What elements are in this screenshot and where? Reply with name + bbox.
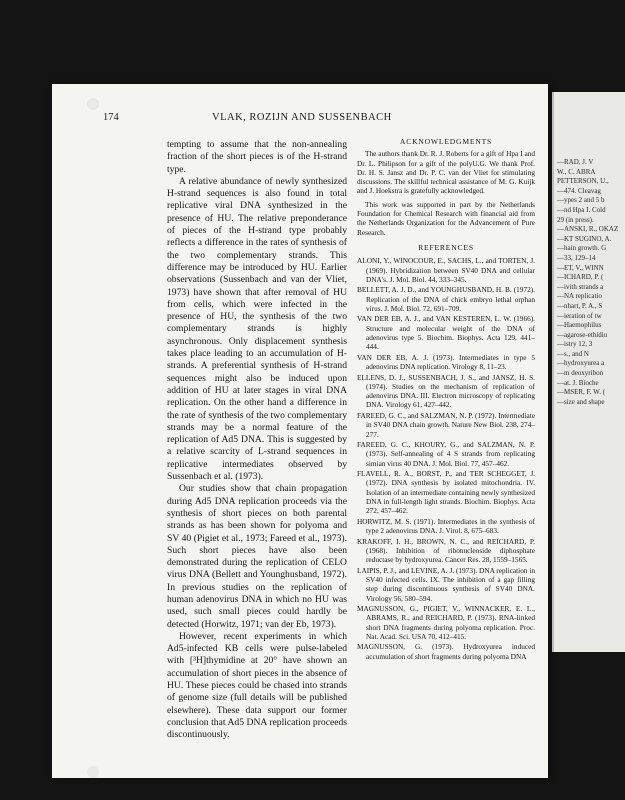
facing-page-line: 29 (in press). [557,215,594,224]
facing-page-line: —hain growth. G [557,244,607,253]
page-number: 174 [103,112,119,123]
facing-page-line: —ICHARD, P. ( [557,273,604,282]
reference-entry: BELLETT, A. J. D., and YOUNGHUSBAND, H. B. (1972). Replication of the DNA of chick embryo lethal orphan virus. J. Mol. Biol. 72, 691–709. [357,285,535,313]
facing-page-line: —istry 12, 3 [557,340,593,349]
reference-entry: ALONI, Y., WINOCOUR, E., SACHS, L., and TORTEN, J. (1969). Hybridization between SV40 DNA and cellular DNA's. J. Mol. Biol. 44, 333–345. [357,256,535,284]
reference-entry: VAN DER EB, A. J., and VAN KESTEREN, L. W. (1966). Structure and molecular weight of the DNA of adenovirus type 5. Biochim. Biophys. Acta 129, 441–444. [357,314,535,352]
facing-page-line: —agarose-ethidiu [557,330,608,339]
facing-page-line: —nd Hpa I. Cold [557,205,606,214]
reference-entry: ELLENS, D. J., SUSSENBACH, J. S., and JANSZ, H. S. (1974). Studies on the mechanism of replication of adenovirus DNA. III. Electron microscopy of replicating DNA. Virology 61, 427–442. [357,372,535,410]
reference-list [357,256,535,661]
body-paragraph: A relative abundance of newly synthesized H-strand sequences is also found in total replicative viral DNA synthesized in the presence of HU. The relative preponderance of pieces of the H-strand type probably reflects a difference in the rates of synthesis of the two complementary strands. This difference may be introduced by HU. Earlier observations (Sussenbach and van der Vliet, 1973) have shown that after removal of HU from cells, which were infected in the presence of HU, the synthesis of the two complementary strands is highly asynchronous. Only displacement synthesis takes place leading to an accumulation of H-strands. A preferential synthesis of H-strand sequences might also be induced upon addition of HU at later stages in viral DNA replication. On the other hand a difference in the rate of synthesis of the two complementary strands may be a normal feature of the replication of Ad5 DNA. This is suggested by a relative scarcity of L-strand sequences in replicative intermediates observed by Sussenbach et al. (1973). [167,175,347,483]
reference-entry: MAGNUSSON, G., PIGIET, V., WINNACKER, E. L., ABRAMS, R., and REICHARD, P. (1973). RNA-linked short DNA fragments during polyoma replication. Proc. Nat. Acad. Sci. USA 70, 412–415. [357,604,535,641]
reference-entry: FAREED, G. C., and SALZMAN, N. P. (1972). Intermediate in SV40 DNA chain growth. Nature New Biol. 238, 274–277. [357,410,535,439]
facing-page-line: W., C. ABRA [557,167,596,176]
facing-page-line: —NA replicatio [557,292,602,301]
reference-entry: HORWITZ, M. S. (1971). Intermediates in the synthesis of type 2 adenovirus DNA. J. Virol. 8, 675–683. [357,516,535,536]
facing-page-line: PETTERSON, U., [557,177,609,186]
binder-hole [87,98,99,110]
facing-page-line: —RAD, J. V [557,158,594,166]
facing-page-line: —Haemophilus [557,321,602,330]
acknowledgments-heading: ACKNOWLEDGMENTS [399,137,493,146]
facing-page-line: —MSER, F. W. ( [557,388,606,397]
reference-entry: VAN DER EB, A. J. (1973). Intermediates in type 5 adenovirus DNA replication. Virology 8, 11–23. [357,352,535,372]
reference-entry: KRAKOFF, I. H., BROWN, N. C., and REICHARD, P. (1968). Inhibition of ribonucleoside diphosphate reductase by hydroxyurea. Cancer Res. 28, 1559–1565. [357,536,535,565]
facing-page-line: —hydroxyurea a [557,359,605,368]
facing-page-line: —ET, V., WINN [557,263,604,272]
reference-entry: FLAVELL, R. A., BORST, P., and TER SCHEGGET, J. (1972). DNA synthesis by isolated mitochondria. IV. Isolation of an intermediate containing newly synthesized DNA in full-length light strands. Biochim. Biophys. Acta 272, 457–462. [357,469,535,516]
facing-page-line: —size and shape [557,397,605,406]
running-title: VLAK, ROZIJN AND SUSSENBACH [212,112,392,123]
facing-page-line: —s., and N [557,349,589,358]
facing-page-line: —ieration of tw [557,311,602,320]
reference-entry: MAGNUSSON, G. (1973). Hydroxyurea induced accumulation of short fragments during polyoma DNA [357,642,535,661]
body-paragraph: However, recent experiments in which Ad5-infected KB cells were pulse-labeled with [³H]thymidine at 20° have shown an accumulation of short pieces in the absence of HU. These pieces could be chased into strands of genome size (full details will be published elsewhere). These data support our former conclusion that Ad5 DNA replication proceeds discontinuously. [167,630,347,741]
facing-page-line: —m deoxyribon [557,369,604,378]
references-heading: REFERENCES [418,242,474,252]
body-paragraph: Our studies show that chain propagation during Ad5 DNA replication proceeds via the synthesis of short pieces on both parental strands as has been shown for polyoma and SV 40 (Pigiet et al., 1973; Fareed et al., 1973). Such short pieces have also been demonstrated during the replication of CELO virus DNA (Bellett and Younghusband, 1972). In previous studies on the replication of human adenovirus DNA in which no HU was used, such small pieces could hardly be detected (Horwitz, 1971; van der Eb, 1973). [167,483,347,630]
acknowledgment-paragraph: This work was supported in part by the Netherlands Foundation for Chemical Research with financial aid from the Netherlands Organization for the Advancement of Pure Research. [357,199,535,237]
facing-page-line: —ANSKI, R., OKAZ [557,225,619,234]
acknowledgment-paragraph: The authors thank Dr. R. J. Roberts for a gift of Hpa I and Dr. L. Philipson for a gift of the polyU.G. We thank Prof. Dr. H. S. Jansz and Dr. P. C. van der Vliet for stimulating discussions. The skillful technical assistance of M. G. Kuijk and J. Hoekstra is gratefully acknowledged. [357,149,535,196]
facing-page-line: —474. Cleavag [557,186,601,195]
body-text-column [167,139,347,742]
body-paragraph: tempting to assume that the non-annealing fraction of the short pieces is of the H-strand type. [167,139,347,175]
facing-page-line: —KT SUGINO, A. [557,234,612,243]
back-matter-column [357,137,535,662]
facing-page-edge [552,92,625,652]
reference-entry: FAREED, G. C., KHOURY, G., and SALZMAN, N. P. (1973). Self-annealing of 4 S strands from replicating simian virus 40 DNA. J. Mol. Biol. 77, 457–462. [357,440,535,468]
facing-page-line: —33, 129–14 [557,253,596,262]
facing-page-text [554,158,625,407]
facing-page-line: —ypes 2 and 5 b [557,196,605,205]
facing-page-line: —nhart, P. A., S [557,301,603,310]
facing-page-line: —at. J. Bioche [557,378,599,387]
facing-page-line: —ivith strands a [557,282,604,291]
reference-entry: LAIPIS, P. J., and LEVINE, A. J. (1973). DNA replication in SV40 infected cells. IX. The inhibition of a gap filling step during discontinuous synthesis of SV40 DNA. Virology 56, 580–594. [357,565,535,603]
binder-hole [87,766,99,778]
